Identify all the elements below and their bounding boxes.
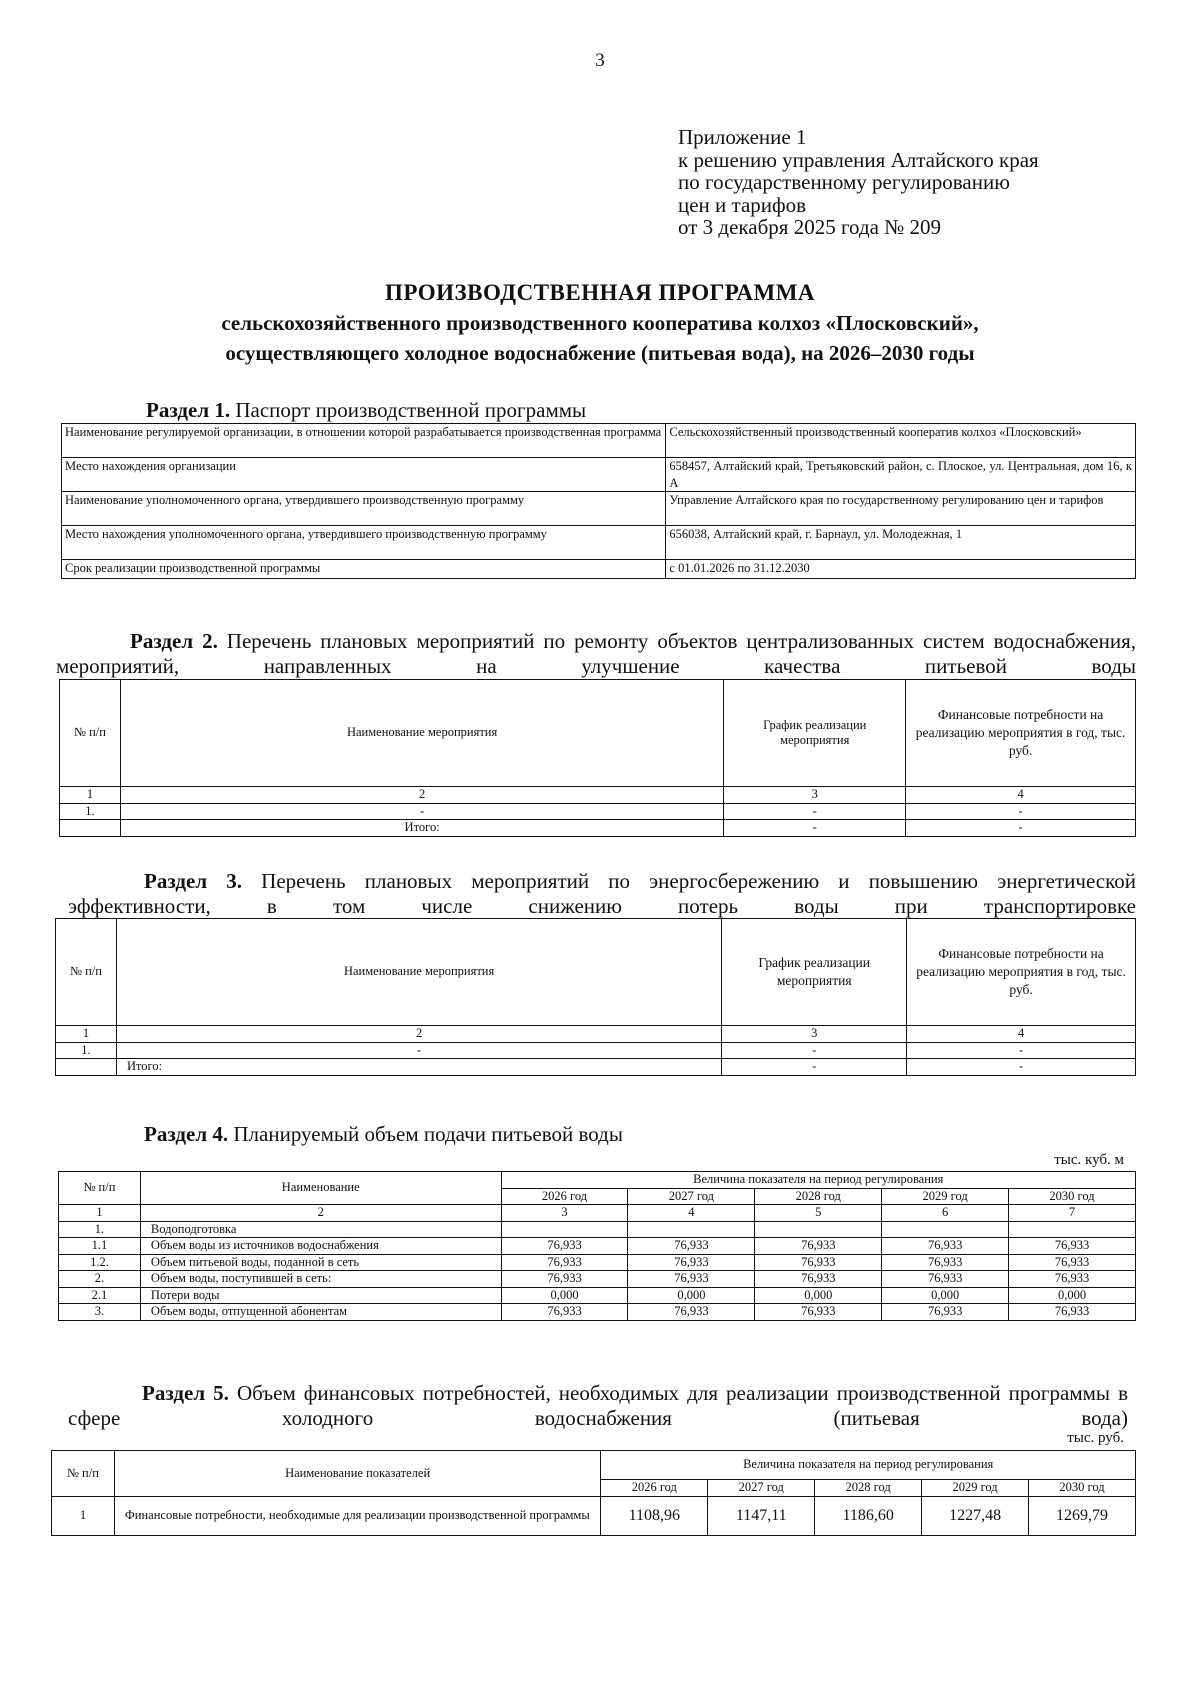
table-header-cell: Наименование [140,1172,501,1205]
table-cell: - [120,803,723,820]
table-cell: 0,000 [1009,1287,1136,1304]
table-header-cell: Финансовые потребности на реализацию мероприятия в год, тыс. руб. [906,680,1136,787]
year-header: 2026 год [501,1188,628,1205]
appendix-block [678,126,1039,239]
table-cell: 76,933 [628,1304,755,1321]
table-cell: 0,000 [628,1287,755,1304]
table-cell: - [906,803,1136,820]
table-cell: Управление Алтайского края по государственному регулированию цен и тарифов [666,492,1136,526]
table-cell: 3 [722,1026,907,1043]
table-cell: 7 [1009,1205,1136,1222]
passport-table [61,423,1136,579]
table-cell: 1147,11 [708,1496,815,1535]
table-cell: 76,933 [1009,1254,1136,1271]
table-cell [60,820,121,837]
table-cell: Объем воды, поступившей в сеть: [140,1271,501,1288]
title-sub: осуществляющего холодное водоснабжение (питьевая вода), на 2026–2030 годы [225,341,975,365]
section2-table [59,679,1136,837]
section4-title: Планируемый объем подачи питьевой воды [228,1122,623,1146]
table-cell: 0,000 [882,1287,1009,1304]
table-cell: 76,933 [628,1254,755,1271]
table-header-cell: Наименование показателей [114,1451,600,1497]
year-header: 2029 год [882,1188,1009,1205]
section1-title: Паспорт производственной программы [230,398,587,422]
table-cell: 1108,96 [601,1496,708,1535]
table-cell: 76,933 [755,1271,882,1288]
table-cell: 1. [56,1042,117,1059]
table-cell: 2. [59,1271,141,1288]
table-cell: 76,933 [501,1271,628,1288]
table-cell: 1269,79 [1029,1496,1136,1535]
table-cell: 76,933 [501,1238,628,1255]
table-cell: 1. [60,803,121,820]
table-cell: - [906,820,1136,837]
table-cell: Срок реализации производственной программы [62,560,666,579]
table-cell [501,1221,628,1238]
table-cell [1009,1221,1136,1238]
table-row [60,803,1136,820]
appendix-line: от 3 декабря 2025 года № 209 [678,215,941,239]
table-cell: с 01.01.2026 по 31.12.2030 [666,560,1136,579]
table-cell: - [724,820,906,837]
section4-heading [144,1122,623,1147]
table-cell: - [907,1059,1136,1076]
table-cell: Место нахождения организации [62,458,666,492]
table-cell: 4 [628,1205,755,1222]
table-cell: 76,933 [628,1238,755,1255]
table-cell: 76,933 [1009,1271,1136,1288]
section2-heading [56,629,1136,679]
appendix-line: по государственному регулированию [678,170,1010,194]
table-header-cell: График реализации мероприятия [724,680,906,787]
table-cell: 76,933 [628,1271,755,1288]
table-cell: 2 [120,787,723,804]
table-cell: 76,933 [755,1304,882,1321]
table-cell: 76,933 [755,1254,882,1271]
table-cell: 3 [501,1205,628,1222]
table-row [62,424,1136,458]
table-cell: 658457, Алтайский край, Третьяковский район, с. Плоское, ул. Центральная, дом 16, к А [666,458,1136,492]
table-cell: 4 [906,787,1136,804]
table-cell: Сельскохозяйственный производственный кооператив колхоз «Плосковский» [666,424,1136,458]
table-header-cell: № п/п [56,919,117,1026]
appendix-line: Приложение 1 [678,125,807,149]
table-header-row [52,1451,1136,1480]
appendix-line: к решению управления Алтайского края [678,147,1039,172]
table-cell [628,1221,755,1238]
section2-title: Перечень плановых мероприятий по ремонту объектов централизованных систем водоснабжения, мероприятий, направленных на улучшение качества питьевой воды [56,629,1136,678]
title-main: ПРОИЗВОДСТВЕННАЯ ПРОГРАММА [384,280,816,305]
table-cell: 1227,48 [922,1496,1029,1535]
year-header: 2027 год [628,1188,755,1205]
table-row [60,820,1136,837]
appendix-line: цен и тарифов [678,192,807,217]
section1-heading [146,398,586,423]
table-cell: 3. [59,1304,141,1321]
table-row [59,1221,1136,1238]
table-header-row [56,919,1136,1026]
table-cell [56,1059,117,1076]
table-cell: 0,000 [501,1287,628,1304]
table-cell: 76,933 [882,1271,1009,1288]
section5-label: Раздел 5. [142,1381,229,1405]
page-number: 3 [595,50,605,71]
year-header: 2030 год [1029,1480,1136,1497]
table-cell: 76,933 [755,1238,882,1255]
table-row [59,1254,1136,1271]
table-row [59,1271,1136,1288]
table-header-cell: Величина показателя на период регулирования [601,1451,1136,1480]
table-cell: 1 [59,1205,141,1222]
table-cell: 2.1 [59,1287,141,1304]
table-row [52,1496,1136,1535]
table-header-cell: № п/п [60,680,121,787]
section5-table [51,1450,1136,1536]
table-cell [882,1221,1009,1238]
table-row [56,1042,1136,1059]
table-cell: 5 [755,1205,882,1222]
section5-units: тыс. руб. [1067,1430,1124,1446]
table-cell: 3 [724,787,906,804]
table-cell: 0,000 [755,1287,882,1304]
table-header-cell: Наименование мероприятия [116,919,721,1026]
table-header-cell: № п/п [52,1451,115,1497]
section3-label: Раздел 3. [144,869,243,893]
section4-table [58,1171,1136,1321]
table-header-row [59,1172,1136,1189]
table-cell: 6 [882,1205,1009,1222]
table-row [56,1026,1136,1043]
table-cell: 1 [60,787,121,804]
table-cell: 2 [116,1026,721,1043]
table-cell: 76,933 [501,1304,628,1321]
table-row [60,787,1136,804]
table-cell: 1 [56,1026,117,1043]
table-cell: 656038, Алтайский край, г. Барнаул, ул. Молодежная, 1 [666,526,1136,560]
table-cell: - [907,1042,1136,1059]
table-cell: Место нахождения уполномоченного органа, утвердившего производственную программу [62,526,666,560]
table-cell: 1186,60 [815,1496,922,1535]
table-cell: Наименование регулируемой организации, в отношении которой разрабатывается производственная программа [62,424,666,458]
table-row [59,1205,1136,1222]
table-row [59,1304,1136,1321]
year-header: 2028 год [755,1188,882,1205]
table-cell: 76,933 [882,1304,1009,1321]
title-sub: сельскохозяйственного производственного кооператива колхоз «Плосковский», [221,311,979,335]
table-row [59,1238,1136,1255]
table-cell: 76,933 [501,1254,628,1271]
table-cell: Финансовые потребности, необходимые для реализации производственной программы [114,1496,600,1535]
table-cell: Объем воды из источников водоснабжения [140,1238,501,1255]
table-row [62,560,1136,579]
year-header: 2026 год [601,1480,708,1497]
table-cell: - [724,803,906,820]
table-row [56,1059,1136,1076]
table-cell: Итого: [120,820,723,837]
table-header-cell: № п/п [59,1172,141,1205]
section3-table [55,918,1136,1076]
year-header: 2028 год [815,1480,922,1497]
section3-heading [68,869,1136,919]
table-cell: Водоподготовка [140,1221,501,1238]
table-row [62,526,1136,560]
table-cell: - [722,1059,907,1076]
table-cell: Объем питьевой воды, поданной в сеть [140,1254,501,1271]
section2-label: Раздел 2. [130,629,218,653]
table-cell: 1.2. [59,1254,141,1271]
table-header-cell: Наименование мероприятия [120,680,723,787]
table-cell: Потери воды [140,1287,501,1304]
table-cell: Объем воды, отпущенной абонентам [140,1304,501,1321]
table-cell: 4 [907,1026,1136,1043]
section4-label: Раздел 4. [144,1122,229,1146]
table-row [59,1287,1136,1304]
document-title [0,278,1200,368]
table-cell: 2 [140,1205,501,1222]
table-cell: 1 [52,1496,115,1535]
table-cell: 76,933 [1009,1304,1136,1321]
table-row [62,492,1136,526]
table-cell: 1. [59,1221,141,1238]
section5-title: Объем финансовых потребностей, необходимых для реализации производственной программы в сфере холодного водоснабжения (питьевая вода) [68,1381,1128,1430]
table-row [62,458,1136,492]
table-header-row [60,680,1136,787]
section5-heading [68,1381,1128,1431]
year-header: 2029 год [922,1480,1029,1497]
table-cell: 76,933 [882,1254,1009,1271]
section3-title: Перечень плановых мероприятий по энергосбережению и повышению энергетической эффективности, в том числе снижению потерь воды при транспортировке [68,869,1136,918]
table-cell: 1.1 [59,1238,141,1255]
table-cell: 76,933 [1009,1238,1136,1255]
section1-label: Раздел 1. [146,398,231,422]
table-header-cell: График реализации мероприятия [722,919,907,1026]
table-header-cell: Величина показателя на период регулирования [501,1172,1135,1189]
year-header: 2030 год [1009,1188,1136,1205]
table-cell: - [722,1042,907,1059]
table-header-cell: Финансовые потребности на реализацию мероприятия в год, тыс. руб. [907,919,1136,1026]
table-cell: Наименование уполномоченного органа, утвердившего производственную программу [62,492,666,526]
table-cell: 76,933 [882,1238,1009,1255]
year-header: 2027 год [708,1480,815,1497]
table-cell: Итого: [116,1059,721,1076]
section4-units: тыс. куб. м [1054,1152,1124,1168]
table-cell [755,1221,882,1238]
table-cell: - [116,1042,721,1059]
